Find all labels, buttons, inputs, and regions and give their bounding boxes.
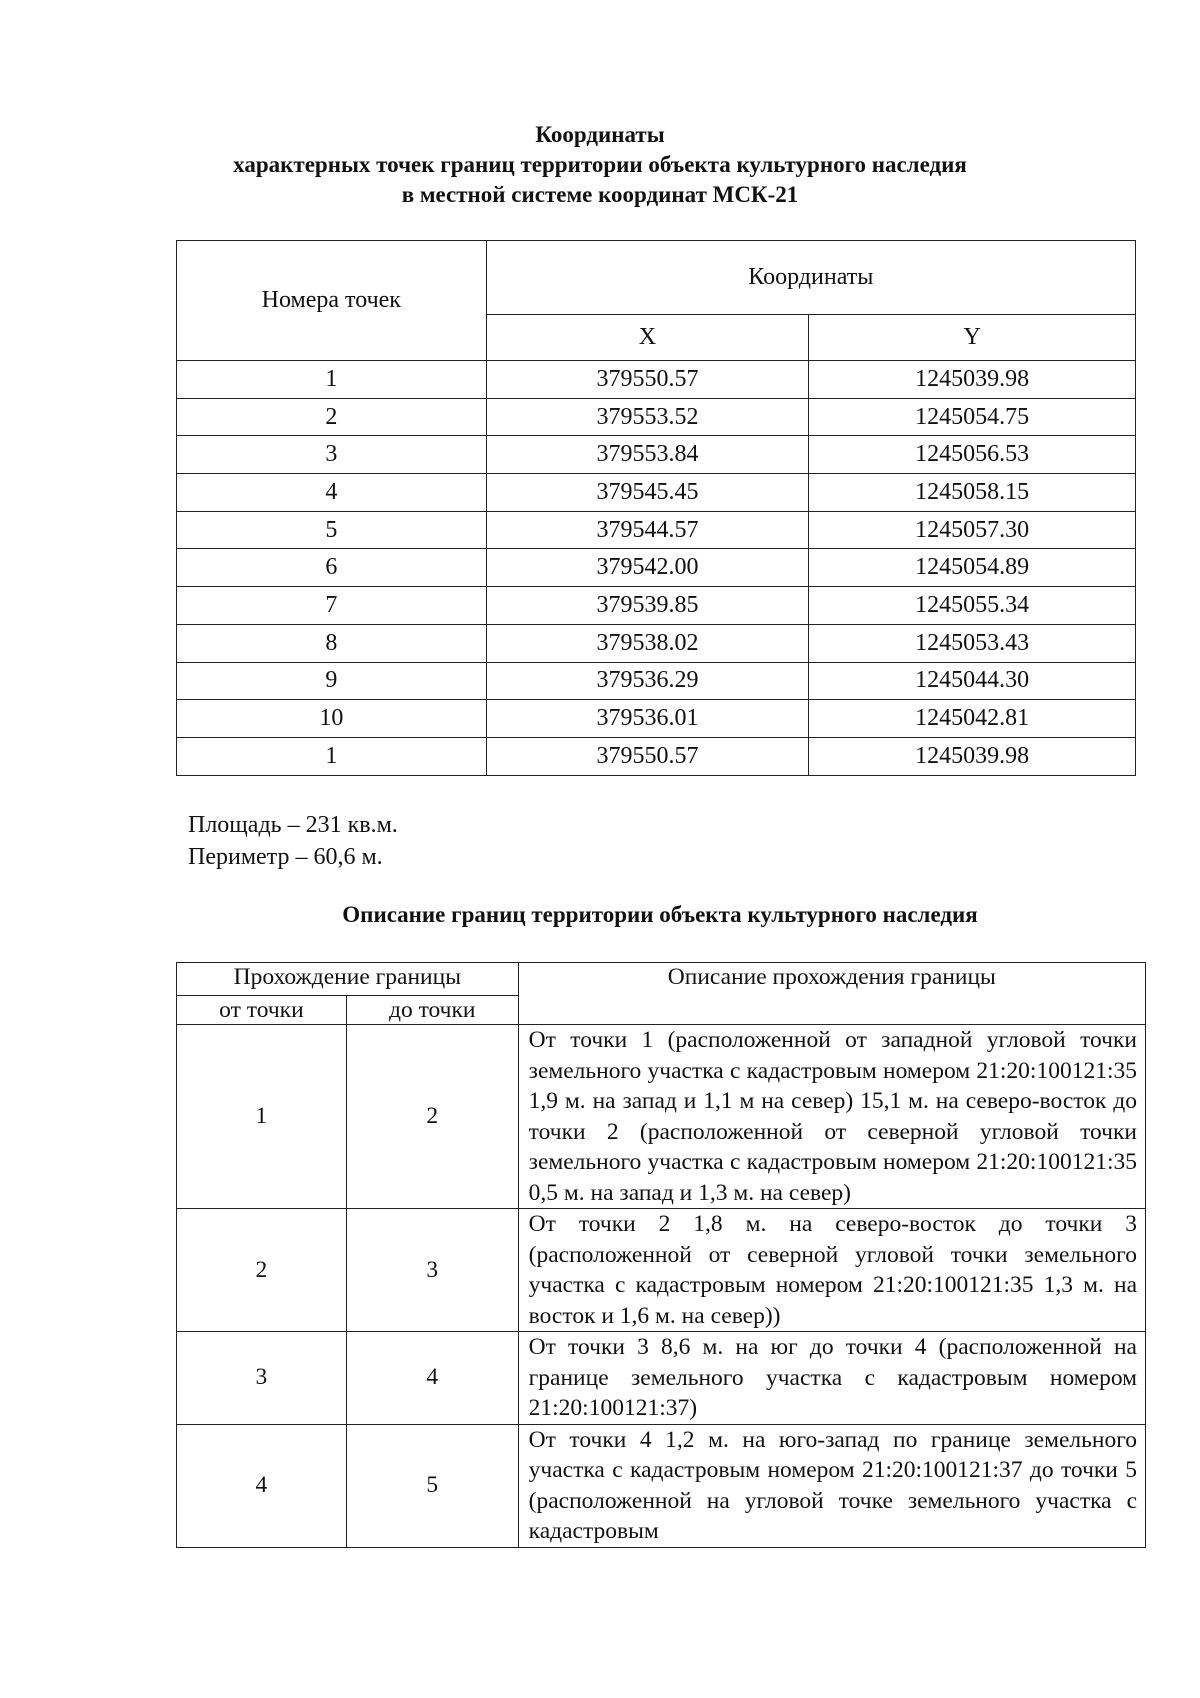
section-title: Описание границ территории объекта культурного наследия: [342, 902, 978, 927]
point-number: 4: [177, 474, 487, 512]
boundary-description: От точки 4 1,2 м. на юго-запад по границе земельного участка с кадастровым номером 21:20:100121:37 до точки 5 (расположенной на угловой точке земельного участка с кадастровым: [518, 1424, 1145, 1547]
coord-x: 379550.57: [486, 361, 809, 399]
coord-y: 1245057.30: [809, 511, 1136, 549]
from-point: 1: [177, 1025, 347, 1209]
title-line-3: в местной системе координат МСК-21: [401, 182, 799, 207]
coord-x: 379539.85: [486, 587, 809, 625]
table-row: [177, 1209, 1146, 1332]
coord-x: 379550.57: [486, 737, 809, 775]
coord-x: 379536.01: [486, 700, 809, 738]
point-number: 1: [177, 737, 487, 775]
coord-y: 1245054.89: [809, 549, 1136, 587]
from-point: 3: [177, 1332, 347, 1425]
coord-y: 1245053.43: [809, 624, 1136, 662]
header-coordinates: Координаты: [486, 241, 1135, 315]
point-number: 7: [177, 587, 487, 625]
boundary-description: От точки 3 8,6 м. на юг до точки 4 (расположенной на границе земельного участка с кадастровым номером 21:20:100121:37): [518, 1332, 1145, 1425]
from-point: 2: [177, 1209, 347, 1332]
point-number: 6: [177, 549, 487, 587]
coord-x: 379553.52: [486, 398, 809, 436]
coord-x: 379544.57: [486, 511, 809, 549]
table-row: [177, 737, 1136, 775]
point-number: 8: [177, 624, 487, 662]
point-number: 9: [177, 662, 487, 700]
coord-x: 379538.02: [486, 624, 809, 662]
table-row: [177, 587, 1136, 625]
header-description: Описание прохождения границы: [518, 963, 1145, 1025]
table-row: [177, 662, 1136, 700]
to-point: 4: [346, 1332, 518, 1425]
table-row: [177, 1025, 1146, 1209]
header-boundary-passage: Прохождение границы: [177, 963, 519, 996]
header-y: Y: [809, 315, 1136, 361]
coord-y: 1245056.53: [809, 436, 1136, 474]
header-from-point: от точки: [177, 996, 347, 1025]
point-number: 10: [177, 700, 487, 738]
coord-x: 379536.29: [486, 662, 809, 700]
to-point: 2: [346, 1025, 518, 1209]
header-x: X: [486, 315, 809, 361]
point-number: 1: [177, 361, 487, 399]
point-number: 3: [177, 436, 487, 474]
table-row: [177, 1332, 1146, 1425]
table-row: [177, 361, 1136, 399]
coord-x: 379553.84: [486, 436, 809, 474]
area-text: Площадь – 231 кв.м.: [188, 812, 398, 838]
coord-y: 1245055.34: [809, 587, 1136, 625]
table-row: [177, 549, 1136, 587]
table-row: [177, 474, 1136, 512]
coord-y: 1245054.75: [809, 398, 1136, 436]
point-number: 5: [177, 511, 487, 549]
boundary-description: От точки 2 1,8 м. на северо-восток до точки 3 (расположенной от северной угловой точки земельного участка с кадастровым номером 21:20:100121:35 1,3 м. на восток и 1,6 м. на север)): [518, 1209, 1145, 1332]
coord-x: 379542.00: [486, 549, 809, 587]
coord-x: 379545.45: [486, 474, 809, 512]
title-line-2: характерных точек границ территории объекта культурного наследия: [233, 152, 967, 177]
title-line-1: Координаты: [535, 122, 665, 147]
table-row: [177, 398, 1136, 436]
table-row: [177, 1424, 1146, 1547]
header-point-numbers: Номера точек: [177, 241, 487, 361]
point-number: 2: [177, 398, 487, 436]
to-point: 3: [346, 1209, 518, 1332]
from-point: 4: [177, 1424, 347, 1547]
coordinates-table: [176, 240, 1136, 776]
to-point: 5: [346, 1424, 518, 1547]
coord-y: 1245039.98: [809, 361, 1136, 399]
boundary-description-table: [176, 962, 1146, 1548]
boundary-description: От точки 1 (расположенной от западной угловой точки земельного участка с кадастровым номером 21:20:100121:35 1,9 м. на запад и 1,1 м на север) 15,1 м. на северо-восток до точки 2 (расположенной от северной угловой точки земельного участка с кадастровым номером 21:20:100121:35 0,5 м. на запад и 1,3 м. на север): [518, 1025, 1145, 1209]
table-row: [177, 624, 1136, 662]
table-row: [177, 700, 1136, 738]
table-row: [177, 511, 1136, 549]
coord-y: 1245058.15: [809, 474, 1136, 512]
coord-y: 1245044.30: [809, 662, 1136, 700]
document-title: [0, 120, 1200, 210]
header-to-point: до точки: [346, 996, 518, 1025]
table-row: [177, 436, 1136, 474]
perimeter-text: Периметр – 60,6 м.: [188, 844, 383, 870]
coord-y: 1245042.81: [809, 700, 1136, 738]
coord-y: 1245039.98: [809, 737, 1136, 775]
